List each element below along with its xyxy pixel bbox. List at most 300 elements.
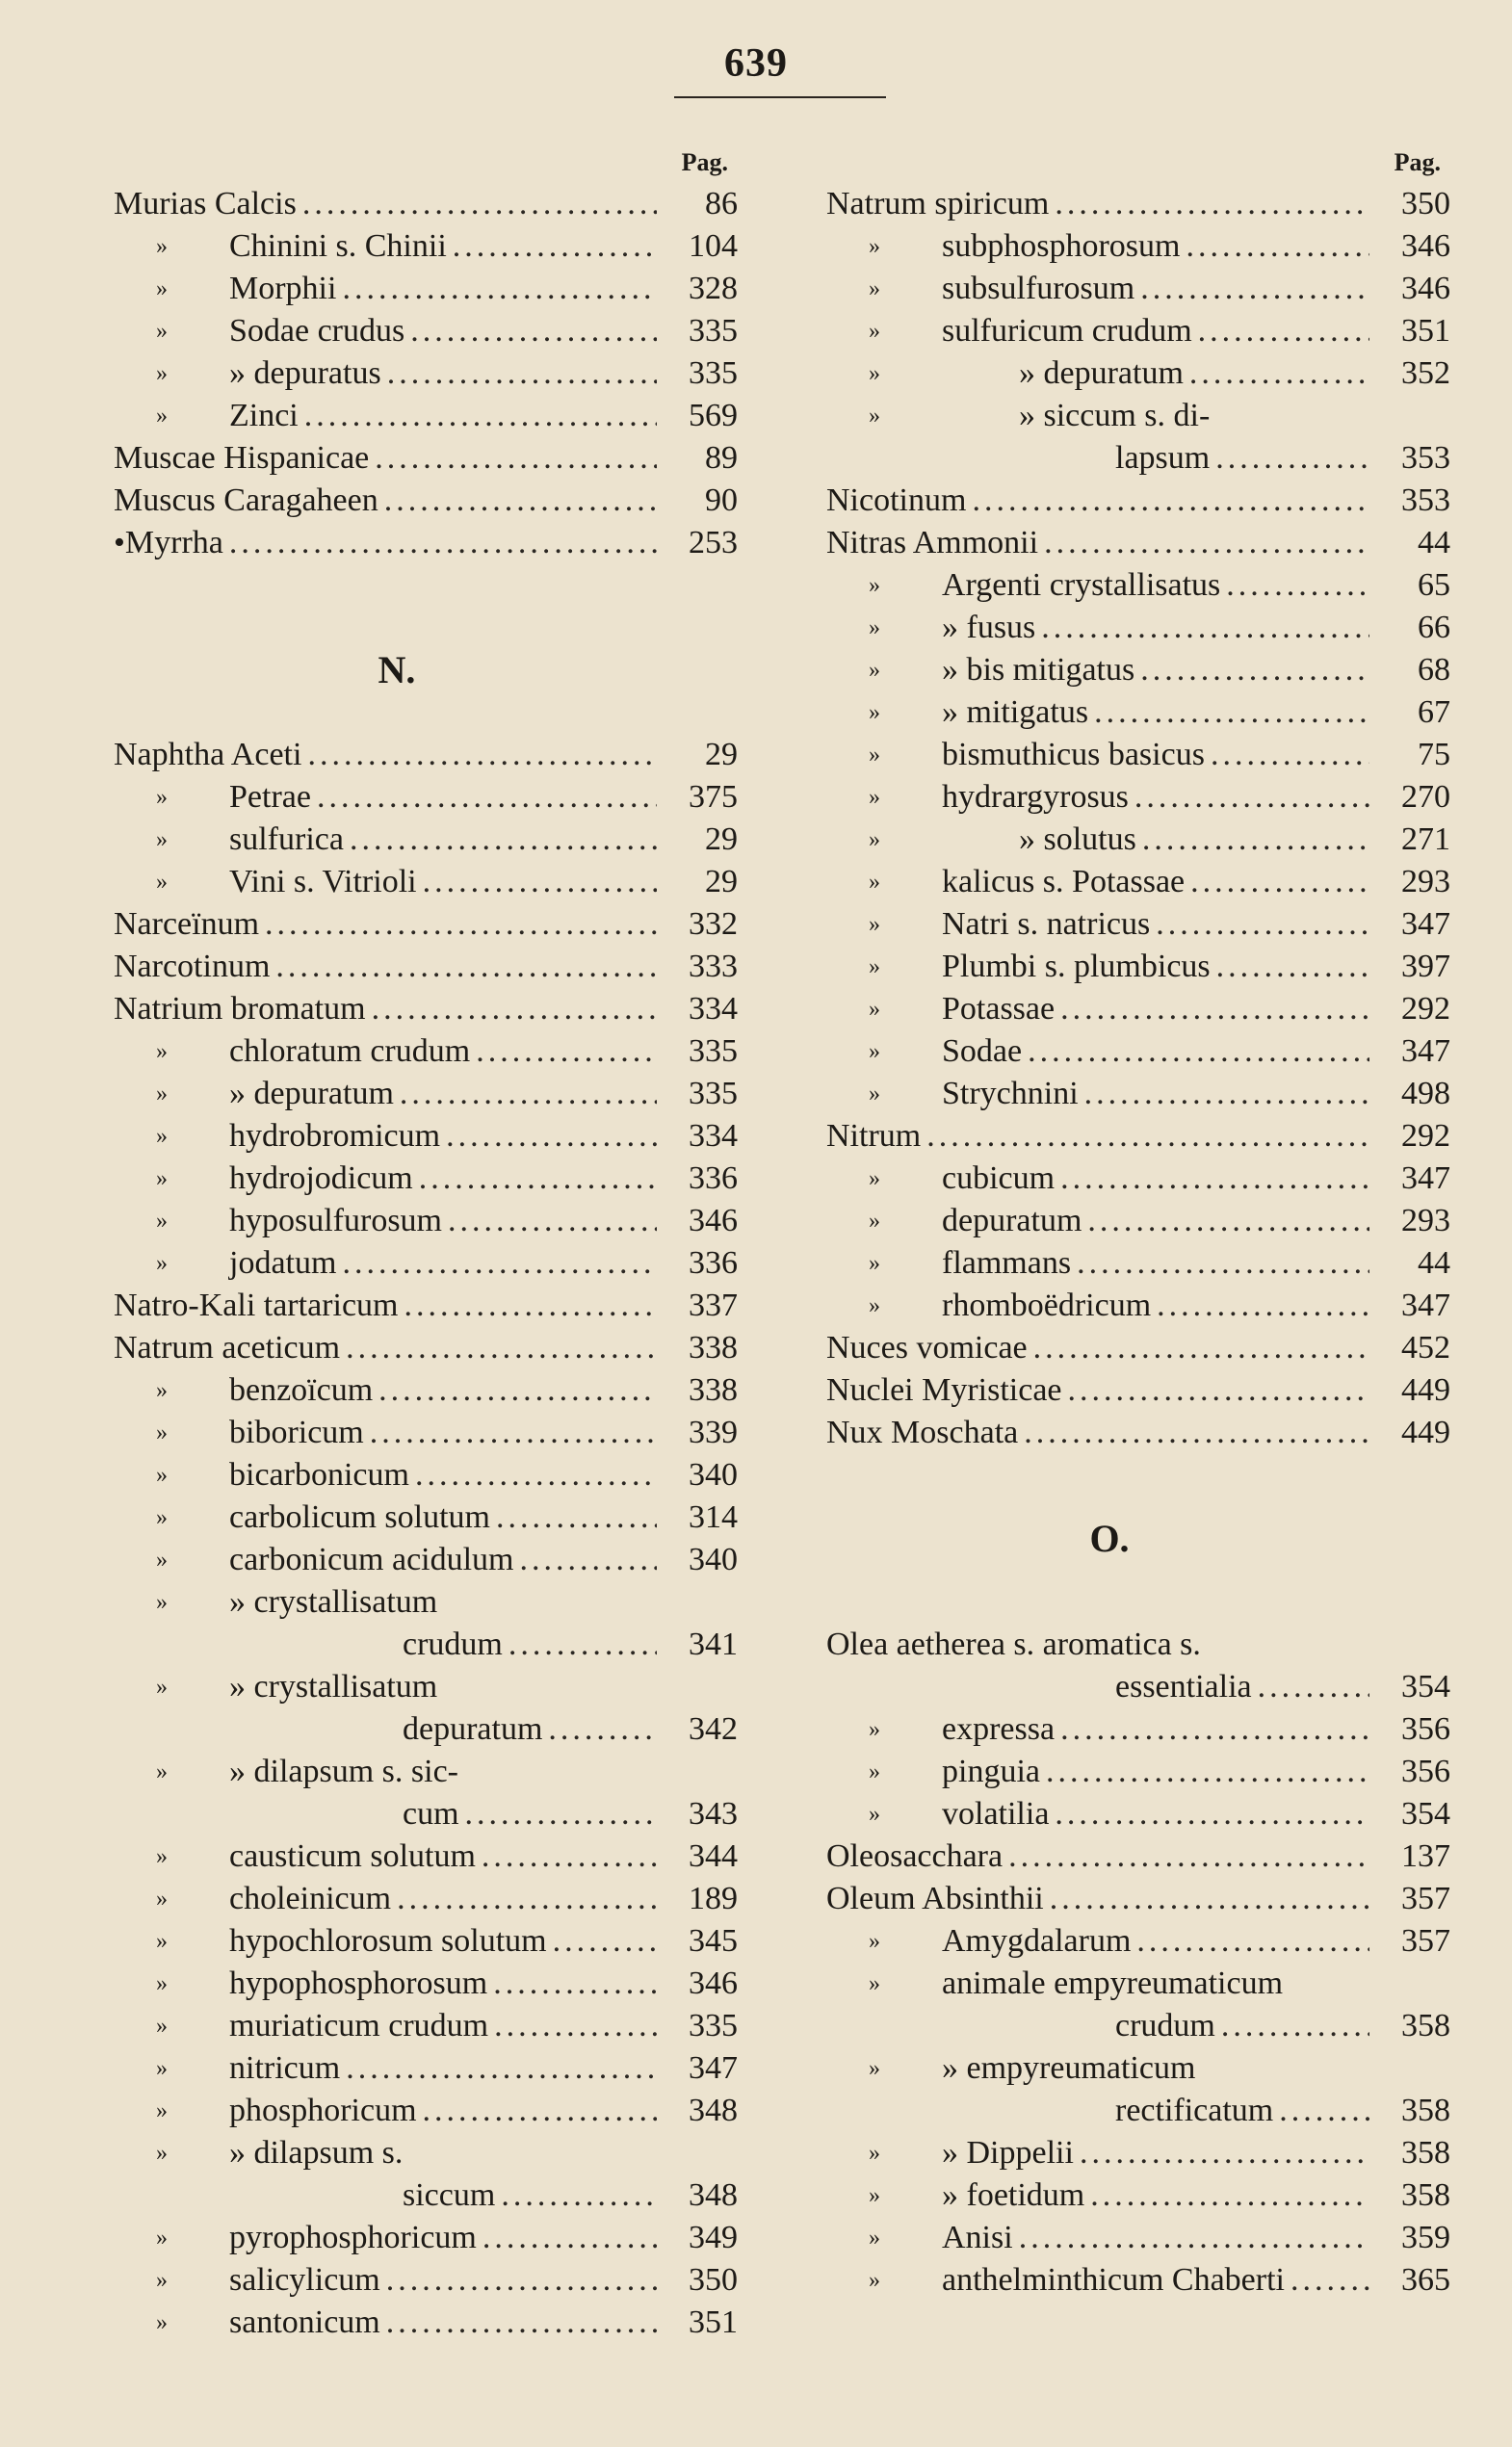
index-entry [114, 1963, 738, 2005]
entry-name: » empyreumaticum [942, 2050, 1196, 2086]
entry-name: sulfuricum crudum [942, 313, 1192, 349]
dot-leader [1055, 1793, 1369, 1835]
dot-leader [1050, 1878, 1369, 1920]
entry-page-number: 346 [689, 1965, 738, 2001]
ditto-mark: » [869, 1293, 880, 1318]
dot-leader [553, 1920, 657, 1963]
ditto-mark: » [869, 997, 880, 1022]
dot-leader [342, 268, 657, 310]
dot-leader [448, 1200, 657, 1242]
entry-name: » bis mitigatus [942, 652, 1135, 688]
entry-name: nitricum [229, 2050, 341, 2086]
entry-page-number: 353 [1401, 440, 1450, 476]
ditto-mark: » [869, 573, 880, 598]
index-entry [826, 1285, 1450, 1327]
index-entry [114, 1115, 738, 1158]
dot-leader [372, 988, 657, 1030]
index-entry [826, 268, 1450, 310]
ditto-mark: » [869, 276, 880, 301]
entry-name: Narceïnum [114, 906, 260, 942]
entry-page-number: 293 [1401, 1203, 1450, 1238]
entry-name: subsulfurosum [942, 271, 1135, 306]
dot-leader [229, 522, 657, 564]
dot-leader [476, 1030, 657, 1073]
entry-page-number: 335 [689, 355, 738, 391]
ditto-mark: » [156, 2268, 168, 2293]
dot-leader [400, 1073, 657, 1115]
dot-leader [350, 819, 657, 861]
ditto-mark: » [869, 2183, 880, 2208]
dot-leader [1044, 522, 1369, 564]
entry-name: Sodae [942, 1033, 1023, 1069]
entry-name: pyrophosphoricum [229, 2220, 477, 2255]
ditto-mark: » [156, 2098, 168, 2123]
dot-leader [1215, 437, 1369, 480]
ditto-mark: » [869, 319, 880, 344]
entry-page-number: 137 [1401, 1838, 1450, 1874]
entry-page-number: 293 [1401, 864, 1450, 899]
entry-page-number: 333 [689, 949, 738, 984]
dot-leader [307, 734, 657, 776]
index-entry [826, 2132, 1450, 2174]
entry-name: Nitras Ammonii [826, 525, 1039, 560]
entry-page-number: 292 [1401, 1118, 1450, 1154]
ditto-mark: » [869, 1802, 880, 1827]
entry-name: Muscae Hispanicae [114, 440, 370, 476]
dot-leader [397, 1878, 657, 1920]
dot-leader [1055, 183, 1369, 225]
index-entry [114, 2132, 738, 2174]
entry-name: Murias Calcis [114, 186, 297, 221]
dot-leader [1221, 2005, 1369, 2047]
entry-name: kalicus s. Potassae [942, 864, 1186, 899]
index-column-right [826, 143, 1450, 2302]
entry-page-number: 357 [1401, 1923, 1450, 1959]
dot-leader [496, 1497, 657, 1539]
dot-leader [1156, 903, 1369, 946]
entry-name: » crystallisatum [229, 1669, 438, 1705]
entry-page-number: 90 [705, 482, 738, 518]
dot-leader [346, 1327, 657, 1369]
entry-page-number: 29 [705, 821, 738, 857]
index-entry [114, 1073, 738, 1115]
entry-name: Natri s. natricus [942, 906, 1151, 942]
entry-name: siccum [403, 2177, 496, 2213]
entry-name: essentialia [1115, 1669, 1252, 1705]
pag-column-header: Pag. [1394, 148, 1441, 176]
entry-page-number: 253 [689, 525, 738, 560]
entry-page-number: 271 [1401, 821, 1450, 857]
entry-page-number: 347 [1401, 906, 1450, 942]
entry-page-number: 350 [689, 2262, 738, 2298]
index-entry [114, 395, 738, 437]
entry-page-number: 336 [689, 1245, 738, 1281]
entry-page-number: 314 [689, 1499, 738, 1535]
ditto-mark: » [156, 1378, 168, 1403]
index-entry [114, 1751, 738, 1793]
entry-page-number: 189 [689, 1881, 738, 1916]
entry-name: Amygdalarum [942, 1923, 1132, 1959]
section-heading-n: N. [378, 648, 416, 691]
index-entry [826, 1624, 1450, 1666]
entry-name: carbonicum acidulum [229, 1542, 514, 1577]
index-entry [114, 903, 738, 946]
entry-name: Anisi [942, 2220, 1013, 2255]
dot-leader [1084, 1073, 1369, 1115]
entry-page-number: 75 [1418, 737, 1450, 772]
dot-leader [493, 1963, 657, 2005]
index-entry [114, 1793, 738, 1835]
index-entry [114, 2259, 738, 2302]
dot-leader [1094, 691, 1369, 734]
page-number: 639 [724, 41, 788, 86]
index-entry [114, 2302, 738, 2344]
entry-name: » siccum s. di- [1019, 398, 1211, 433]
ditto-mark: » [869, 1081, 880, 1106]
entry-page-number: 334 [689, 1118, 738, 1154]
entry-page-number: 348 [689, 2093, 738, 2128]
index-entry [114, 1835, 738, 1878]
entry-page-number: 348 [689, 2177, 738, 2213]
dot-leader [302, 183, 657, 225]
entry-page-number: 569 [689, 398, 738, 433]
entry-page-number: 345 [689, 1923, 738, 1959]
index-entry [826, 2005, 1450, 2047]
index-entry [114, 2174, 738, 2217]
dot-leader [1068, 1369, 1369, 1412]
index-entry [114, 437, 738, 480]
dot-leader [386, 2259, 657, 2302]
ditto-mark: » [869, 742, 880, 768]
index-entry [114, 1708, 738, 1751]
index-entry [826, 1327, 1450, 1369]
dot-leader [501, 2174, 657, 2217]
ditto-mark: » [869, 912, 880, 937]
ditto-mark: » [869, 234, 880, 259]
entry-name: Petrae [229, 779, 311, 815]
entry-page-number: 67 [1418, 694, 1450, 730]
index-entry [114, 1581, 738, 1624]
index-entry [826, 1369, 1450, 1412]
entry-page-number: 292 [1401, 991, 1450, 1027]
entry-name: hypochlorosum solutum [229, 1923, 547, 1959]
entry-page-number: 449 [1401, 1415, 1450, 1450]
ditto-mark: » [869, 658, 880, 683]
index-entry [826, 1793, 1450, 1835]
index-entry [826, 1412, 1450, 1454]
entry-page-number: 270 [1401, 779, 1450, 815]
entry-page-number: 335 [689, 1033, 738, 1069]
dot-leader [1046, 1751, 1369, 1793]
index-entry [114, 310, 738, 352]
entry-name: » depuratus [229, 355, 381, 391]
ditto-mark: » [156, 2014, 168, 2039]
dot-leader [423, 861, 657, 903]
index-entry [826, 183, 1450, 225]
ditto-mark: » [869, 870, 880, 895]
entry-page-number: 449 [1401, 1372, 1450, 1408]
ditto-mark: » [156, 1505, 168, 1530]
dot-leader [410, 310, 657, 352]
dot-leader [346, 2047, 657, 2090]
dot-leader [520, 1539, 657, 1581]
entry-page-number: 352 [1401, 355, 1450, 391]
index-entry [826, 691, 1450, 734]
entry-name: Strychnini [942, 1076, 1079, 1111]
entry-name: bicarbonicum [229, 1457, 409, 1493]
index-entry [826, 1158, 1450, 1200]
entry-name: jodatum [229, 1245, 337, 1281]
entry-name: Natrium bromatum [114, 991, 366, 1027]
entry-page-number: 359 [1401, 2220, 1450, 2255]
index-entry [826, 2090, 1450, 2132]
entry-name: Muscus Caragaheen [114, 482, 378, 518]
ditto-mark: » [156, 1844, 168, 1869]
entry-name: muriaticum crudum [229, 2008, 489, 2044]
index-entry [826, 2217, 1450, 2259]
index-entry [114, 861, 738, 903]
ditto-mark: » [156, 1463, 168, 1488]
dot-leader [1198, 310, 1369, 352]
dot-leader [1060, 1158, 1369, 1200]
entry-name: rectificatum [1115, 2093, 1274, 2128]
dot-leader [926, 1115, 1369, 1158]
entry-page-number: 347 [1401, 1033, 1450, 1069]
entry-name: cum [403, 1796, 459, 1832]
dot-leader [1080, 2132, 1369, 2174]
entry-page-number: 339 [689, 1415, 738, 1450]
entry-page-number: 104 [689, 228, 738, 264]
index-entry [826, 946, 1450, 988]
page-number-rule [674, 96, 886, 98]
entry-name: » dilapsum s. sic- [229, 1754, 458, 1789]
dot-leader [1279, 2090, 1369, 2132]
entry-name: anthelminthicum Chaberti [942, 2262, 1285, 2298]
dot-leader [265, 903, 657, 946]
entry-name: » dilapsum s. [229, 2135, 404, 2171]
entry-page-number: 397 [1401, 949, 1450, 984]
entry-page-number: 342 [689, 1711, 738, 1747]
entry-page-number: 358 [1401, 2177, 1450, 2213]
entry-page-number: 332 [689, 906, 738, 942]
entry-page-number: 340 [689, 1457, 738, 1493]
dot-leader [494, 2005, 657, 2047]
entry-name: carbolicum solutum [229, 1499, 491, 1535]
index-entry [114, 183, 738, 225]
index-entry [114, 776, 738, 819]
entry-page-number: 66 [1418, 610, 1450, 645]
index-entry [826, 1200, 1450, 1242]
dot-leader [387, 352, 657, 395]
index-entry [826, 819, 1450, 861]
ditto-mark: » [156, 1124, 168, 1149]
entry-name: Argenti crystallisatus [942, 567, 1221, 603]
index-entry [114, 225, 738, 268]
entry-name: Nicotinum [826, 482, 967, 518]
index-entry [826, 1242, 1450, 1285]
ditto-mark: » [869, 785, 880, 810]
entry-page-number: 89 [705, 440, 738, 476]
entry-name: cubicum [942, 1160, 1056, 1196]
entry-page-number: 29 [705, 737, 738, 772]
pag-column-header: Pag. [681, 148, 728, 176]
ditto-mark: » [869, 954, 880, 979]
entry-name: » depuratum [229, 1076, 394, 1111]
dot-leader [482, 1835, 657, 1878]
dot-leader [378, 1369, 657, 1412]
entry-page-number: 349 [689, 2220, 738, 2255]
ditto-mark: » [156, 2141, 168, 2166]
entry-page-number: 365 [1401, 2262, 1450, 2298]
index-entry [114, 1242, 738, 1285]
entry-name: hydrojodicum [229, 1160, 413, 1196]
index-entry [114, 946, 738, 988]
entry-page-number: 356 [1401, 1754, 1450, 1789]
ditto-mark: » [156, 1675, 168, 1700]
entry-name: animale empyreumaticum [942, 1965, 1284, 2001]
ditto-mark: » [869, 1929, 880, 1954]
entry-name: biboricum [229, 1415, 364, 1450]
entry-page-number: 356 [1401, 1711, 1450, 1747]
ditto-mark: » [869, 827, 880, 852]
entry-page-number: 358 [1401, 2135, 1450, 2171]
index-entry [114, 1158, 738, 1200]
entry-name: sulfurica [229, 821, 344, 857]
dot-leader [482, 2217, 657, 2259]
entry-name: •Myrrha [114, 525, 223, 560]
entry-page-number: 44 [1418, 525, 1450, 560]
dot-leader [508, 1624, 657, 1666]
index-entry [114, 734, 738, 776]
dot-leader [384, 480, 657, 522]
entry-name: » solutus [1019, 821, 1136, 857]
entry-name: Nitrum [826, 1118, 922, 1154]
entry-name: Nux Moschata [826, 1415, 1019, 1450]
index-entry [114, 1327, 738, 1369]
entry-page-number: 346 [689, 1203, 738, 1238]
ditto-mark: » [869, 361, 880, 386]
dot-leader [1140, 268, 1369, 310]
entry-name: pinguia [942, 1754, 1040, 1789]
entry-name: subphosphorosum [942, 228, 1181, 264]
index-entry [114, 1624, 738, 1666]
ditto-mark: » [156, 1887, 168, 1912]
dot-leader [370, 1412, 657, 1454]
index-entry [826, 1708, 1450, 1751]
index-entry [826, 649, 1450, 691]
ditto-mark: » [156, 361, 168, 386]
index-entry [114, 2005, 738, 2047]
index-entry [826, 1835, 1450, 1878]
entry-page-number: 343 [689, 1796, 738, 1832]
dot-leader [423, 2090, 657, 2132]
ditto-mark: » [156, 827, 168, 852]
index-entry [826, 522, 1450, 564]
entry-name: choleinicum [229, 1881, 392, 1916]
index-entry [114, 2047, 738, 2090]
index-entry [114, 819, 738, 861]
entry-page-number: 346 [1401, 228, 1450, 264]
index-column-left [114, 143, 738, 2344]
ditto-mark: » [156, 234, 168, 259]
entry-page-number: 335 [689, 1076, 738, 1111]
index-entry [826, 861, 1450, 903]
entry-page-number: 328 [689, 271, 738, 306]
entry-page-number: 347 [1401, 1160, 1450, 1196]
entry-page-number: 340 [689, 1542, 738, 1577]
dot-leader [275, 946, 657, 988]
entry-name: » crystallisatum [229, 1584, 438, 1620]
entry-name: » mitigatus [942, 694, 1089, 730]
entry-name: » Dippelii [942, 2135, 1074, 2171]
entry-page-number: 353 [1401, 482, 1450, 518]
dot-leader [1028, 1030, 1369, 1073]
dot-leader [1258, 1666, 1369, 1708]
section-heading-o: O. [1089, 1517, 1130, 1560]
index-entry [826, 1963, 1450, 2005]
dot-leader [1134, 776, 1369, 819]
entry-name: benzoïcum [229, 1372, 374, 1408]
dot-leader [1216, 946, 1369, 988]
entry-name: » foetidum [942, 2177, 1085, 2213]
entry-name: Chinini s. Chinii [229, 228, 447, 264]
entry-name: bismuthicus basicus [942, 737, 1205, 772]
entry-page-number: 452 [1401, 1330, 1450, 1366]
index-entry [826, 564, 1450, 607]
entry-page-number: 358 [1401, 2093, 1450, 2128]
entry-name: Narcotinum [114, 949, 271, 984]
index-entry [114, 2090, 738, 2132]
index-entry [114, 352, 738, 395]
ditto-mark: » [156, 1929, 168, 1954]
entry-page-number: 68 [1418, 652, 1450, 688]
dot-leader [304, 395, 657, 437]
index-block [114, 183, 738, 564]
ditto-mark: » [869, 1251, 880, 1276]
entry-page-number: 335 [689, 2008, 738, 2044]
index-entry [114, 1285, 738, 1327]
entry-name: hydrobromicum [229, 1118, 441, 1154]
dot-leader [1157, 1285, 1369, 1327]
entry-page-number: 65 [1418, 567, 1450, 603]
entry-name: Nuces vomicae [826, 1330, 1028, 1366]
index-entry [826, 903, 1450, 946]
entry-name: Oleosacchara [826, 1838, 1004, 1874]
dot-leader [342, 1242, 657, 1285]
entry-page-number: 344 [689, 1838, 738, 1874]
entry-name: santonicum [229, 2304, 380, 2340]
entry-page-number: 335 [689, 313, 738, 349]
index-entry [114, 1878, 738, 1920]
entry-name: crudum [403, 1627, 503, 1662]
ditto-mark: » [869, 1971, 880, 1996]
entry-name: Nuclei Myristicae [826, 1372, 1062, 1408]
dot-leader [446, 1115, 657, 1158]
entry-name: Potassae [942, 991, 1056, 1027]
entry-page-number: 29 [705, 864, 738, 899]
dot-leader [1077, 1242, 1369, 1285]
index-entry [826, 776, 1450, 819]
ditto-mark: » [869, 403, 880, 429]
entry-name: salicylicum [229, 2262, 380, 2298]
entry-name: rhomboëdricum [942, 1288, 1152, 1323]
index-entry [114, 1539, 738, 1581]
index-entry [114, 1369, 738, 1412]
ditto-mark: » [869, 2268, 880, 2293]
ditto-mark: » [869, 700, 880, 725]
entry-name: causticum solutum [229, 1838, 476, 1874]
entry-name: Natrum aceticum [114, 1330, 341, 1366]
